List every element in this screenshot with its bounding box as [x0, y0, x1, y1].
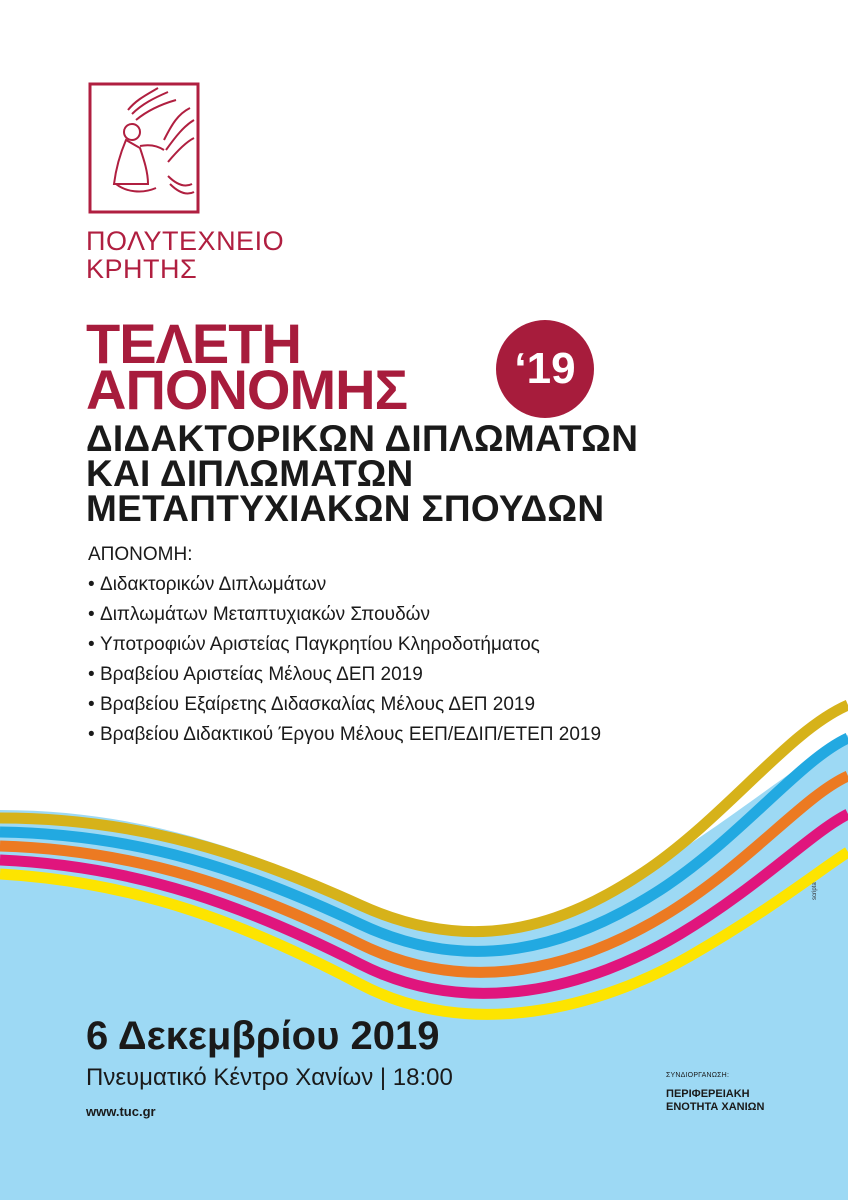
- event-date: 6 Δεκεμβρίου 2019: [86, 1014, 440, 1058]
- list-item: • Διπλωμάτων Μεταπτυχιακών Σπουδών: [88, 604, 430, 625]
- winged-figure-emblem-icon: [86, 80, 202, 216]
- event-venue: Πνευματικό Κέντρο Χανίων | 18:00: [86, 1064, 453, 1091]
- list-item: • Βραβείου Διδακτικού Έργου Μέλους ΕΕΠ/ΕΔΙΠ/ΕΤΕΠ 2019: [88, 724, 602, 745]
- list-item: • Υποτροφιών Αριστείας Παγκρητίου Κληροδοτήματος: [88, 634, 540, 655]
- awards-heading: ΑΠΟΝΟΜΗ:: [88, 544, 193, 565]
- organizer-name: [666, 1088, 764, 1114]
- organizer-name-line1: ΠΕΡΙΦΕΡΕΙΑΚΗ: [666, 1088, 750, 1100]
- university-name-line1: ΠΟΛΥΤΕΧΝΕΙΟ: [86, 226, 285, 256]
- subtitle-line1: ΔΙΔΑΚΤΟΡΙΚΩΝ ΔΙΠΛΩΜΑΤΩΝ: [86, 418, 639, 459]
- subtitle-line3: ΜΕΤΑΠΤΥΧΙΑΚΩΝ ΣΠΟΥΔΩΝ: [86, 488, 605, 529]
- organizer-label: ΣΥΝΔΙΟΡΓΑΝΩΣΗ:: [666, 1072, 730, 1079]
- list-item: • Διδακτορικών Διπλωμάτων: [88, 574, 327, 595]
- website-link[interactable]: www.tuc.gr: [86, 1104, 156, 1119]
- designer-credit: scripta: [812, 882, 818, 900]
- list-item: • Βραβείου Εξαίρετης Διδασκαλίας Μέλους ΔΕΠ 2019: [88, 694, 536, 715]
- year-badge: ‘19: [496, 320, 594, 418]
- list-item: • Βραβείου Αριστείας Μέλους ΔΕΠ 2019: [88, 664, 423, 685]
- title-line1: ΤΕΛΕΤΗ: [86, 312, 301, 375]
- awards-list: [88, 572, 601, 752]
- university-name-line2: ΚΡΗΤΗΣ: [86, 254, 198, 284]
- title-line2: ΑΠΟΝΟΜΗΣ: [86, 358, 408, 421]
- subtitle-line2: ΚΑΙ ΔΙΠΛΩΜΑΤΩΝ: [86, 453, 414, 494]
- organizer-name-line2: ΕΝΟΤΗΤΑ ΧΑΝΙΩΝ: [666, 1101, 765, 1113]
